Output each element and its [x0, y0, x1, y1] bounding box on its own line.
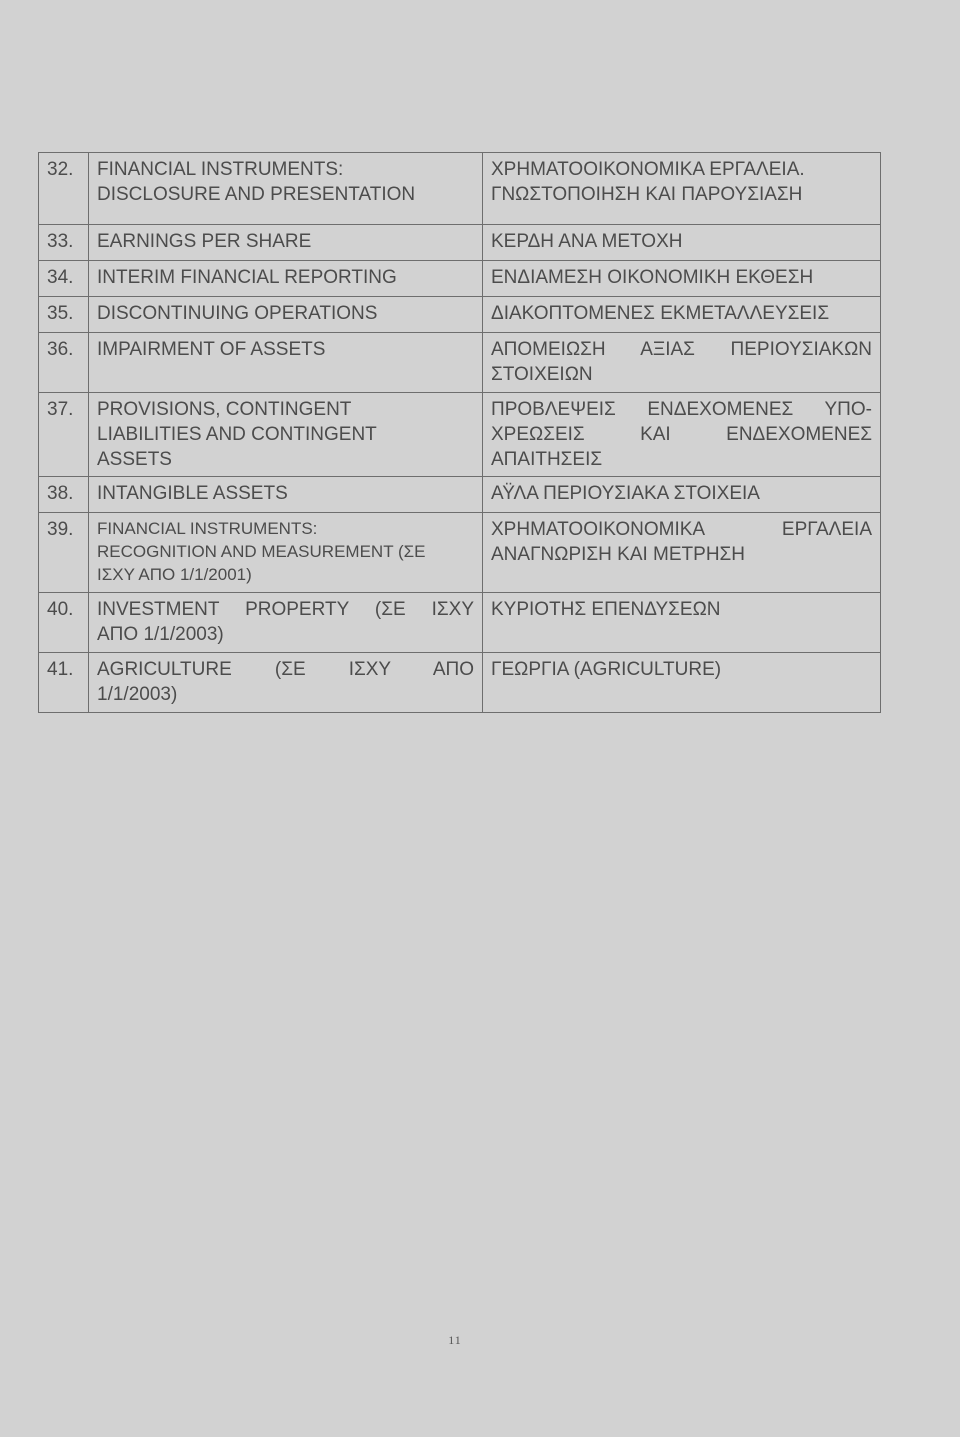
- greek-title: [483, 225, 881, 261]
- greek-title: [483, 593, 881, 653]
- greek-title: [483, 513, 881, 593]
- row-number: 32.: [39, 153, 89, 225]
- row-number: 33.: [39, 225, 89, 261]
- english-title: [89, 477, 483, 513]
- page-number: 11: [448, 1333, 462, 1347]
- english-title-line: EARNINGS PER SHARE: [97, 231, 312, 252]
- greek-title: [483, 261, 881, 297]
- english-title-line: FINANCIAL INSTRUMENTS:: [97, 519, 318, 538]
- row-number: 40.: [39, 593, 89, 653]
- english-title: [89, 593, 483, 653]
- greek-title: [483, 393, 881, 477]
- greek-title-line: ΑΠΑΙΤΗΣΕΙΣ: [491, 449, 603, 470]
- english-title-line: ASSETS: [97, 449, 172, 470]
- greek-title-line: ΑΠΟΜΕΙΩΣΗ ΑΞΙΑΣ ΠΕΡΙΟΥΣΙΑΚΩΝ: [491, 339, 872, 360]
- english-title-line: FINANCIAL INSTRUMENTS:: [97, 159, 344, 180]
- english-title-line: RECOGNITION AND MEASUREMENT (ΣΕ: [97, 542, 426, 561]
- greek-title-line: ΑΫΛΑ ΠΕΡΙΟΥΣΙΑΚΑ ΣΤΟΙΧΕΙΑ: [491, 483, 760, 504]
- greek-title-line: ΓΝΩΣΤΟΠΟΙΗΣΗ ΚΑΙ ΠΑΡΟΥΣΙΑΣΗ: [491, 184, 803, 205]
- greek-title-line: ΣΤΟΙΧΕΙΩΝ: [491, 364, 593, 385]
- english-title: [89, 261, 483, 297]
- standards-table: [38, 152, 881, 713]
- english-title: [89, 225, 483, 261]
- row-number: 34.: [39, 261, 89, 297]
- english-title: [89, 153, 483, 225]
- english-title: [89, 513, 483, 593]
- greek-title-line: ΑΝΑΓΝΩΡΙΣΗ ΚΑΙ ΜΕΤΡΗΣΗ: [491, 544, 746, 565]
- greek-title-line: ΚΕΡΔΗ ΑΝΑ ΜΕΤΟΧΗ: [491, 231, 683, 252]
- greek-title: [483, 297, 881, 333]
- english-title-line: ΑΠΟ 1/1/2003): [97, 624, 224, 645]
- english-title: [89, 653, 483, 713]
- table-row: [39, 513, 881, 593]
- greek-title-line: ΧΡΗΜΑΤΟΟΙΚΟΝΟΜΙΚΑ ΕΡΓΑΛΕΙΑ.: [491, 159, 805, 180]
- english-title-line: INTANGIBLE ASSETS: [97, 483, 288, 504]
- greek-title-line: ΧΡΕΩΣΕΙΣ ΚΑΙ ΕΝΔΕΧΟΜΕΝΕΣ: [491, 424, 872, 445]
- english-title-line: INVESTMENT PROPERTY (ΣΕ ΙΣΧΥ: [97, 599, 474, 620]
- greek-title: [483, 477, 881, 513]
- english-title: [89, 333, 483, 393]
- greek-title: [483, 153, 881, 225]
- greek-title-line: ΓΕΩΡΓΙΑ (AGRICULTURE): [491, 659, 722, 680]
- table-row: [39, 393, 881, 477]
- english-title-line: DISCONTINUING OPERATIONS: [97, 303, 378, 324]
- table-row: [39, 297, 881, 333]
- english-title-line: DISCLOSURE AND PRESENTATION: [97, 184, 416, 205]
- row-number: 38.: [39, 477, 89, 513]
- english-title: [89, 297, 483, 333]
- row-number: 35.: [39, 297, 89, 333]
- table-row: [39, 261, 881, 297]
- english-title-line: IMPAIRMENT OF ASSETS: [97, 339, 326, 360]
- greek-title: [483, 653, 881, 713]
- row-number: 41.: [39, 653, 89, 713]
- english-title-line: AGRICULTURE (ΣΕ ΙΣΧΥ ΑΠΟ: [97, 659, 474, 680]
- english-title-line: ΙΣΧΥ ΑΠΟ 1/1/2001): [97, 565, 252, 584]
- table-row: [39, 653, 881, 713]
- table-row: [39, 225, 881, 261]
- english-title-line: PROVISIONS, CONTINGENT: [97, 399, 352, 420]
- greek-title-line: ΔΙΑΚΟΠΤΟΜΕΝΕΣ ΕΚΜΕΤΑΛΛΕΥΣΕΙΣ: [491, 303, 830, 324]
- english-title: [89, 393, 483, 477]
- row-number: 36.: [39, 333, 89, 393]
- greek-title-line: ΕΝΔΙΑΜΕΣΗ ΟΙΚΟΝΟΜΙΚΗ ΕΚΘΕΣΗ: [491, 267, 814, 288]
- greek-title-line: ΧΡΗΜΑΤΟΟΙΚΟΝΟΜΙΚΑ ΕΡΓΑΛΕΙΑ: [491, 519, 872, 540]
- table-row: [39, 153, 881, 225]
- english-title-line: 1/1/2003): [97, 684, 178, 705]
- greek-title: [483, 333, 881, 393]
- greek-title-line: ΠΡΟΒΛΕΨΕΙΣ ΕΝΔΕΧΟΜΕΝΕΣ ΥΠΟ-: [491, 399, 872, 420]
- row-number: 37.: [39, 393, 89, 477]
- greek-title-line: ΚΥΡΙΟΤΗΣ ΕΠΕΝΔΥΣΕΩΝ: [491, 599, 721, 620]
- table-row: [39, 477, 881, 513]
- english-title-line: INTERIM FINANCIAL REPORTING: [97, 267, 397, 288]
- english-title-line: LIABILITIES AND CONTINGENT: [97, 424, 377, 445]
- table-row: [39, 593, 881, 653]
- row-number: 39.: [39, 513, 89, 593]
- table-row: [39, 333, 881, 393]
